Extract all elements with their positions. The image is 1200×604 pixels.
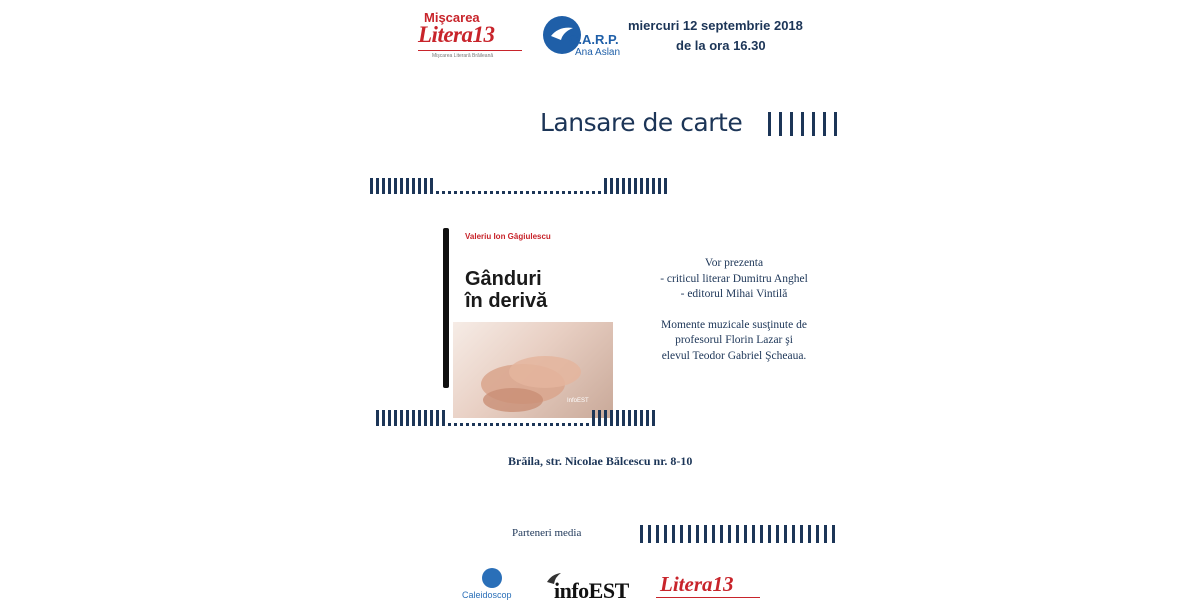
bar-mark (728, 525, 731, 543)
bar-mark (508, 191, 511, 194)
bar-mark (412, 178, 415, 194)
event-address: Brăila, str. Nicolae Bălcescu nr. 8-10 (508, 454, 693, 468)
bar-mark (640, 178, 643, 194)
bar-mark (628, 178, 631, 194)
bar-mark (466, 191, 469, 194)
bar-mark (823, 112, 826, 136)
bar-mark (448, 191, 451, 194)
bar-mark (704, 525, 707, 543)
bar-mark (514, 423, 517, 426)
details-line: Momente muzicale susţinute de (661, 318, 807, 331)
bar-mark (370, 178, 373, 194)
infoest-logo (546, 572, 638, 603)
bar-mark (634, 178, 637, 194)
bar-mark (664, 525, 667, 543)
carp-logo (543, 16, 633, 60)
bar-mark (808, 525, 811, 543)
bar-mark (496, 423, 499, 426)
bar-mark (382, 178, 385, 194)
caleidoscop-emblem-icon (482, 568, 502, 588)
bar-mark (454, 423, 457, 426)
bar-mark (792, 525, 795, 543)
bar-mark (784, 525, 787, 543)
logo-miscarea-text: Mişcarea (424, 10, 480, 25)
bar-mark (646, 410, 649, 426)
details-line: - editorul Mihai Vintilă (680, 288, 788, 300)
bar-mark (382, 410, 385, 426)
bar-mark (388, 410, 391, 426)
bar-mark (376, 178, 379, 194)
bar-mark (834, 112, 837, 136)
bar-mark (604, 178, 607, 194)
event-title: Lansare de carte (540, 108, 743, 137)
bar-mark (816, 525, 819, 543)
bar-mark (502, 191, 505, 194)
bar-mark (622, 410, 625, 426)
litera13-partner-logo (656, 572, 766, 600)
bar-mark (640, 525, 643, 543)
bar-mark (801, 112, 804, 136)
bar-mark (538, 423, 541, 426)
bar-mark (544, 191, 547, 194)
bar-mark (430, 410, 433, 426)
book-cover (443, 228, 613, 423)
details-line: profesorul Florin Lazar şi (675, 334, 793, 346)
details-line: elevul Teodor Gabriel Şcheaua. (661, 349, 807, 362)
bar-mark (562, 423, 565, 426)
bar-mark (532, 191, 535, 194)
litera13-logo (418, 10, 528, 60)
bar-mark (616, 410, 619, 426)
bar-mark (442, 191, 445, 194)
bar-mark (592, 410, 595, 426)
bar-mark (544, 423, 547, 426)
bar-mark (688, 525, 691, 543)
bar-mark (776, 525, 779, 543)
bar-mark (430, 178, 433, 194)
bar-mark (592, 191, 595, 194)
bar-mark (672, 525, 675, 543)
bar-mark (406, 410, 409, 426)
cover-spine (443, 228, 449, 388)
bar-mark (520, 191, 523, 194)
bar-mark (586, 191, 589, 194)
book-title (465, 268, 547, 312)
bar-mark (514, 191, 517, 194)
logo-litera-text: Litera13 (418, 22, 495, 47)
bar-mark (496, 191, 499, 194)
logo-tagline: Mişcarea Literară Brăileană (432, 53, 494, 59)
bar-mark (532, 423, 535, 426)
bar-mark (658, 178, 661, 194)
bar-mark (388, 178, 391, 194)
bar-mark (598, 191, 601, 194)
bar-mark (680, 525, 683, 543)
partners-bars-decoration (640, 525, 840, 543)
bar-mark (502, 423, 505, 426)
bar-mark (768, 112, 771, 136)
bar-mark (478, 191, 481, 194)
bar-mark (800, 525, 803, 543)
bar-mark (436, 191, 439, 194)
hands-photo (453, 322, 613, 418)
bar-mark (412, 410, 415, 426)
bar-mark (832, 525, 835, 543)
bar-mark (520, 423, 523, 426)
bar-mark (656, 525, 659, 543)
book-author: Valeriu Ion Gâgiulescu (465, 232, 551, 241)
frame-bottom-decoration (376, 410, 658, 426)
bar-mark (394, 178, 397, 194)
bar-mark (526, 423, 529, 426)
bar-mark (424, 410, 427, 426)
partner-litera-text: Litera13 (660, 572, 734, 596)
bar-mark (418, 410, 421, 426)
event-details (614, 256, 854, 364)
bar-mark (442, 410, 445, 426)
bar-mark (574, 423, 577, 426)
bar-mark (768, 525, 771, 543)
bar-mark (604, 410, 607, 426)
bar-mark (550, 191, 553, 194)
bar-mark (812, 112, 815, 136)
details-spacer (614, 303, 854, 318)
bar-mark (568, 191, 571, 194)
bar-mark (736, 525, 739, 543)
frame-top-decoration (370, 178, 670, 194)
bar-mark (648, 525, 651, 543)
bar-mark (712, 525, 715, 543)
bar-mark (424, 178, 427, 194)
bar-mark (394, 410, 397, 426)
bar-mark (472, 191, 475, 194)
details-line: Vor prezenta (704, 257, 764, 269)
bar-mark (622, 178, 625, 194)
bar-mark (568, 423, 571, 426)
bar-mark (508, 423, 511, 426)
bar-mark (376, 410, 379, 426)
bar-mark (744, 525, 747, 543)
bar-mark (406, 178, 409, 194)
bar-mark (580, 423, 583, 426)
bar-mark (652, 410, 655, 426)
bar-mark (616, 178, 619, 194)
bar-mark (652, 178, 655, 194)
bar-mark (574, 191, 577, 194)
bar-mark (418, 178, 421, 194)
event-date: miercuri 12 septembrie 2018 (628, 18, 803, 33)
bar-mark (484, 191, 487, 194)
bar-mark (436, 410, 439, 426)
book-title-line1: Gânduri (465, 268, 542, 290)
bar-mark (640, 410, 643, 426)
carp-subtitle: Ana Aslan (575, 47, 621, 58)
caleidoscop-text: Caleidoscop (462, 590, 512, 600)
bar-mark (400, 410, 403, 426)
bar-mark (484, 423, 487, 426)
bar-mark (472, 423, 475, 426)
bar-mark (752, 525, 755, 543)
bar-mark (586, 423, 589, 426)
bar-mark (448, 423, 451, 426)
bar-mark (460, 191, 463, 194)
bar-mark (598, 410, 601, 426)
bar-mark (478, 423, 481, 426)
bar-mark (634, 410, 637, 426)
bar-mark (646, 178, 649, 194)
bar-mark (490, 423, 493, 426)
bar-mark (610, 178, 613, 194)
caleidoscop-logo (462, 568, 528, 600)
infoest-text: infoEST (554, 578, 629, 603)
bar-mark (460, 423, 463, 426)
bar-mark (696, 525, 699, 543)
carp-acronym: C.A.R.P. (569, 32, 619, 47)
bar-mark (562, 191, 565, 194)
bar-mark (790, 112, 793, 136)
book-title-line2: în derivă (465, 290, 548, 312)
bar-mark (824, 525, 827, 543)
bar-mark (526, 191, 529, 194)
bar-mark (400, 178, 403, 194)
bar-mark (760, 525, 763, 543)
logo-underline (418, 50, 522, 51)
event-time: de la ora 16.30 (676, 38, 766, 53)
bar-mark (454, 191, 457, 194)
bar-mark (610, 410, 613, 426)
bar-mark (538, 191, 541, 194)
partners-label: Parteneri media (512, 527, 582, 539)
bar-mark (779, 112, 782, 136)
bar-mark (550, 423, 553, 426)
bar-mark (556, 423, 559, 426)
bar-mark (490, 191, 493, 194)
bar-mark (556, 191, 559, 194)
bar-mark (580, 191, 583, 194)
partner-logo-underline (656, 597, 760, 598)
bar-mark (720, 525, 723, 543)
bar-mark (466, 423, 469, 426)
title-bars-decoration (768, 112, 845, 136)
bar-mark (628, 410, 631, 426)
cover-publisher: InfoEST (567, 398, 589, 404)
details-line: - criticul literar Dumitru Anghel (660, 272, 808, 285)
bar-mark (664, 178, 667, 194)
